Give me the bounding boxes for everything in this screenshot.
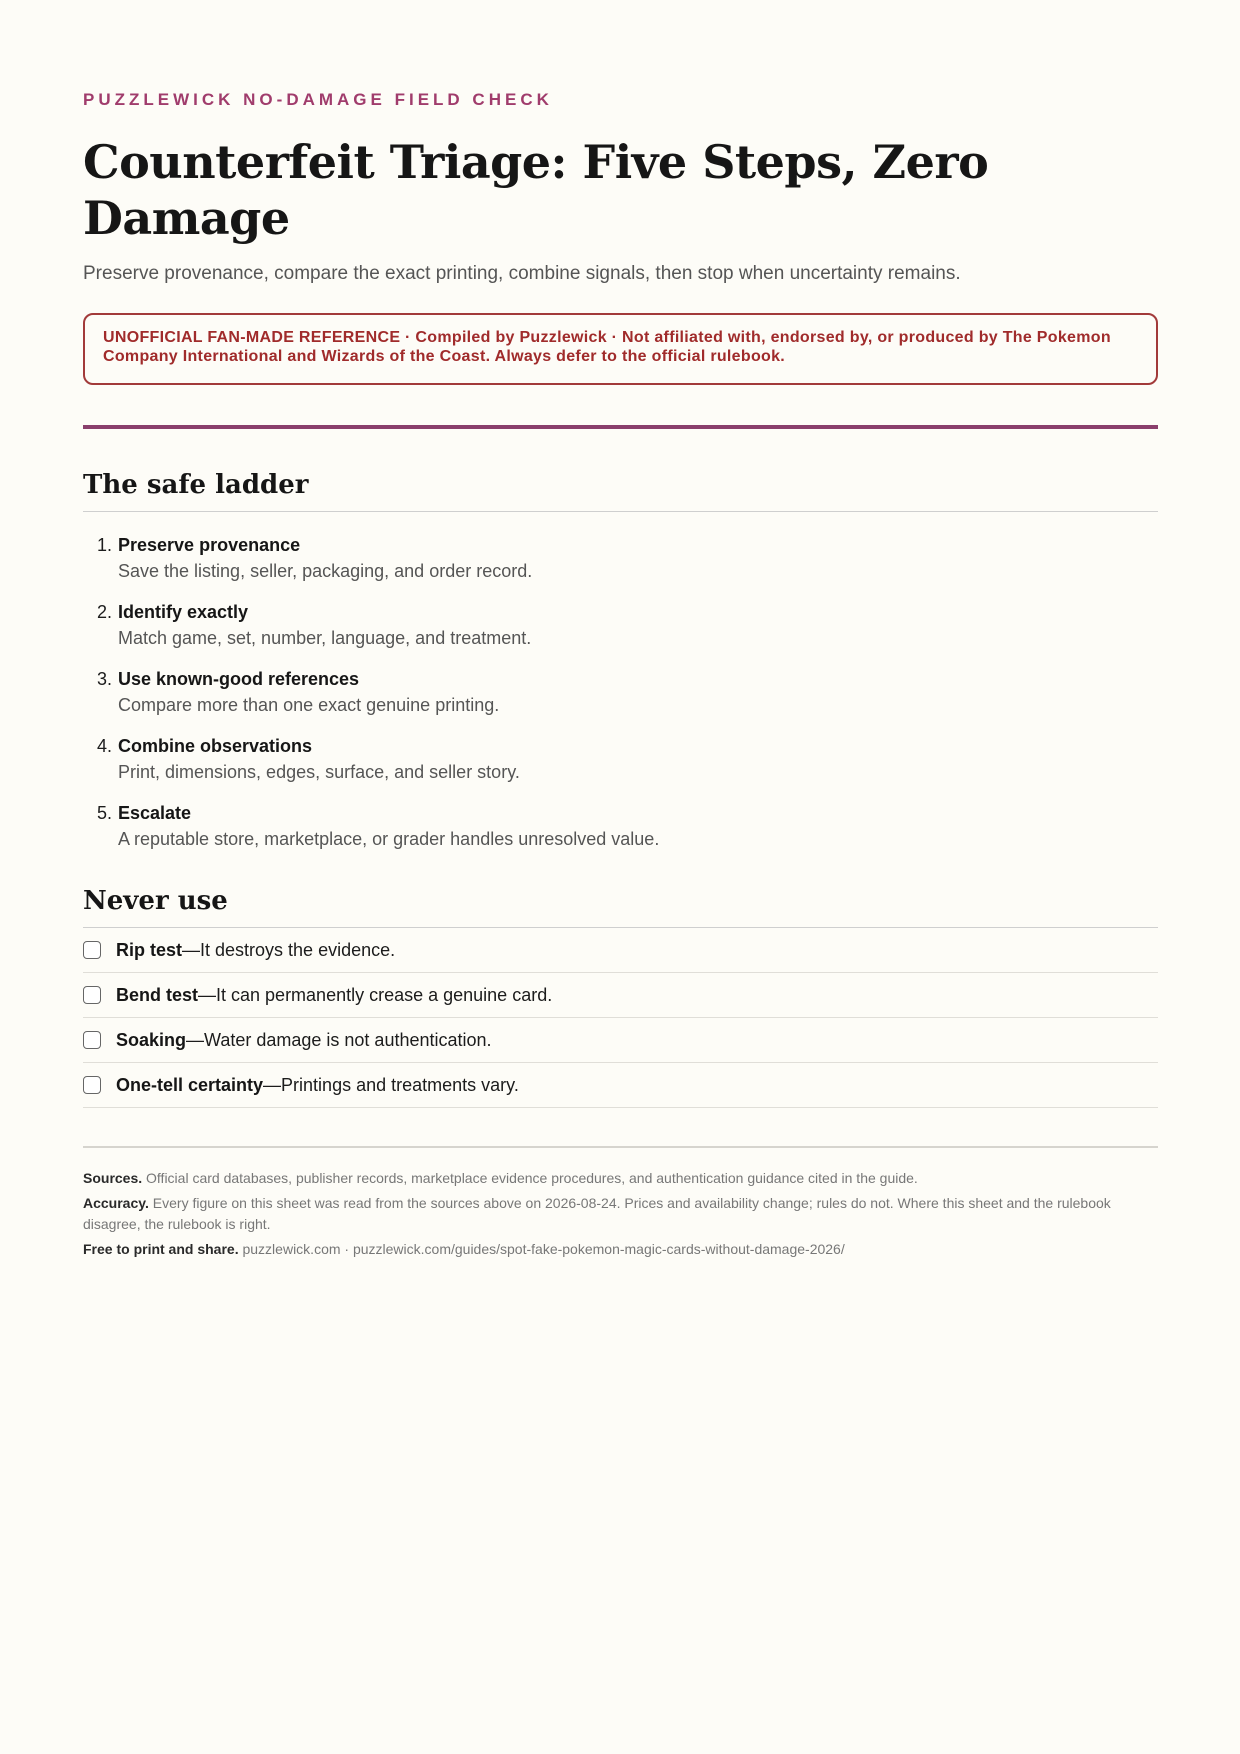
page-subtitle: Preserve provenance, compare the exact printing, combine signals, then stop when uncertainty remains. — [83, 263, 961, 284]
share-label: Free to print and share. — [83, 1241, 239, 1257]
never-item — [83, 973, 1158, 1018]
ladder-step — [83, 599, 1158, 651]
page-title: Counterfeit Triage: Five Steps, Zero Damage — [83, 135, 989, 245]
footer-accuracy — [83, 1193, 1158, 1235]
ladder-step — [83, 733, 1158, 785]
never-item-reason: It destroys the evidence. — [200, 939, 396, 960]
never-heading: Never use — [83, 886, 228, 916]
step-number: 5. — [96, 803, 112, 823]
kicker: PUZZLEWICK NO-DAMAGE FIELD CHECK — [83, 90, 553, 109]
never-item — [83, 928, 1158, 973]
footer — [83, 1168, 1158, 1260]
never-item-name: Rip test — [116, 939, 183, 960]
step-title: Combine observations — [118, 736, 313, 756]
step-title: Escalate — [118, 803, 192, 823]
step-number: 4. — [96, 736, 112, 756]
never-item — [83, 1018, 1158, 1063]
ladder-step — [83, 532, 1158, 584]
share-text[interactable]: puzzlewick.com · puzzlewick.com/guides/spot-fake-pokemon-magic-cards-without-damage-2026/ — [242, 1241, 845, 1257]
ladder-divider — [83, 511, 1158, 512]
never-item-reason: It can permanently crease a genuine card. — [216, 984, 553, 1005]
ladder-step — [83, 800, 1158, 852]
never-item-name: Soaking — [116, 1029, 187, 1050]
checkbox[interactable] — [83, 1031, 101, 1049]
step-description: Save the listing, seller, packaging, and order record. — [118, 561, 533, 581]
never-item-reason: Water damage is not authentication. — [204, 1029, 492, 1050]
sources-label: Sources. — [83, 1170, 143, 1186]
step-title: Preserve provenance — [118, 535, 301, 555]
ladder-step — [83, 666, 1158, 718]
footer-sources — [83, 1168, 1158, 1189]
header-divider — [83, 425, 1158, 429]
never-item-name: Bend test — [116, 984, 199, 1005]
step-number: 3. — [96, 669, 112, 689]
step-title: Identify exactly — [118, 602, 249, 622]
sources-text: Official card databases, publisher records, marketplace evidence procedures, and authentication guidance cited in the guide. — [146, 1170, 918, 1186]
step-title: Use known-good references — [118, 669, 360, 689]
step-number: 2. — [96, 602, 112, 622]
never-item — [83, 1063, 1158, 1108]
step-description: A reputable store, marketplace, or grader handles unresolved value. — [118, 829, 660, 849]
footer-share — [83, 1239, 1158, 1260]
never-list — [83, 928, 1158, 1108]
ladder-heading: The safe ladder — [83, 470, 309, 500]
accuracy-label: Accuracy. — [83, 1195, 149, 1211]
checkbox[interactable] — [83, 986, 101, 1004]
never-item-separator: — — [186, 1029, 205, 1050]
never-item-separator: — — [182, 939, 201, 960]
step-description: Print, dimensions, edges, surface, and seller story. — [118, 762, 520, 782]
ladder-list — [83, 532, 1158, 852]
disclaimer-notice: UNOFFICIAL FAN-MADE REFERENCE · Compiled by Puzzlewick · Not affiliated with, endorsed by, or produced by The Pokemon Company International and Wizards of the Coast. Always defer to the official rulebook. — [83, 313, 1158, 385]
footer-divider — [83, 1146, 1158, 1148]
never-item-name: One-tell certainty — [116, 1074, 264, 1095]
accuracy-text: Every figure on this sheet was read from the sources above on 2026-08-24. Prices and availability change; rules do not. Where this sheet and the rulebook disagree, the rulebook is right. — [83, 1195, 1111, 1232]
never-item-reason: Printings and treatments vary. — [281, 1074, 519, 1095]
step-number: 1. — [96, 535, 112, 555]
checkbox[interactable] — [83, 941, 101, 959]
checkbox[interactable] — [83, 1076, 101, 1094]
step-description: Compare more than one exact genuine printing. — [118, 695, 500, 715]
step-description: Match game, set, number, language, and treatment. — [118, 628, 532, 648]
never-item-separator: — — [263, 1074, 282, 1095]
never-item-separator: — — [198, 984, 217, 1005]
